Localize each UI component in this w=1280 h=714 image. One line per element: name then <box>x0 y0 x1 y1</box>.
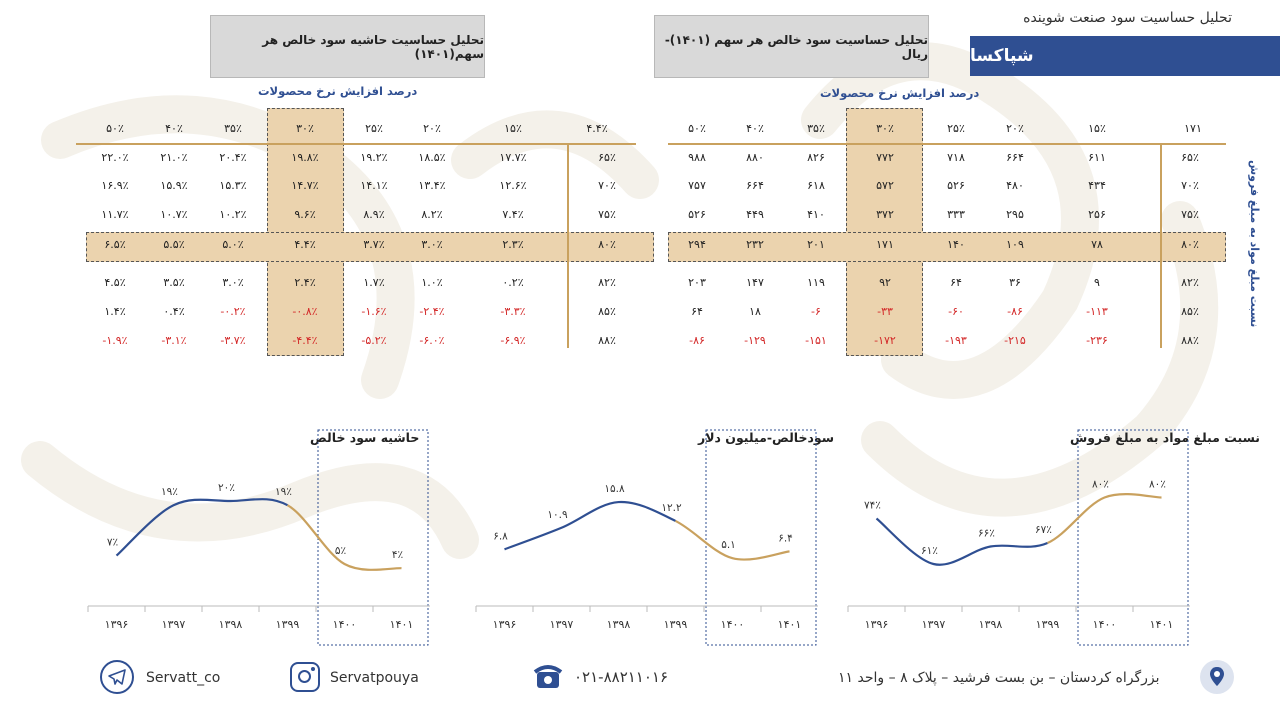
column-header: ۴۰٪ <box>165 122 183 135</box>
page-title: تحلیل حساسیت سود صنعت شوینده <box>1023 10 1232 26</box>
table-cell: ۶۶۴ <box>746 179 764 192</box>
data-label: ۱۹٪ <box>161 486 178 499</box>
table-cell: ۹۸۸ <box>688 151 706 164</box>
x-tick-label: ۱۳۹۷ <box>921 618 946 631</box>
table-cell: -۱۵۱ <box>805 334 827 347</box>
data-label: ۶.۴ <box>778 532 793 545</box>
table-cell: -۶۰ <box>948 305 964 318</box>
column-header: ۲۰٪ <box>1006 122 1024 135</box>
row-label: ۸۲٪ <box>1181 276 1199 289</box>
left-table-title: تحلیل حساسیت حاشیه سود خالص هر سهم(۱۴۰۱) <box>210 15 485 78</box>
x-tick-label: ۱۳۹۸ <box>218 618 243 631</box>
column-header: ۳۵٪ <box>807 122 825 135</box>
line-series-actual <box>117 499 288 555</box>
table-cell: ۳۶ <box>1009 276 1021 289</box>
table-cell: ۷۷۲ <box>876 151 894 164</box>
table-cell: -۰.۸٪ <box>292 305 318 318</box>
table-cell: -۱۱۳ <box>1086 305 1108 318</box>
telegram-icon[interactable] <box>100 660 134 694</box>
location-icon <box>1200 660 1234 694</box>
table-cell: ۳.۰٪ <box>222 276 244 289</box>
chart-title: نسبت مبلغ مواد به مبلغ فروش <box>1070 430 1261 445</box>
line-series-actual <box>505 502 676 549</box>
data-label: ۶۶٪ <box>978 527 995 540</box>
data-label: ۶۷٪ <box>1035 524 1052 536</box>
data-label: ۱۲.۲ <box>661 501 682 514</box>
table-cell: ۶۶۴ <box>1006 151 1024 164</box>
table-cell: ۹ <box>1094 276 1100 289</box>
table-cell: ۱۵.۳٪ <box>219 179 247 192</box>
x-tick-label: ۱۳۹۸ <box>978 618 1003 631</box>
table-cell: ۷۵۷ <box>688 179 706 192</box>
table-cell: ۱۱.۷٪ <box>101 208 129 221</box>
column-header: ۳۵٪ <box>224 122 242 135</box>
row-label: ۸۸٪ <box>598 334 616 347</box>
table-cell: -۶.۹٪ <box>500 334 526 347</box>
table-cell: ۴۳۴ <box>1088 179 1106 192</box>
table-cell: ۲۱.۰٪ <box>160 151 188 164</box>
table-cell: -۳۳ <box>877 305 893 318</box>
table-cell: ۵۷۲ <box>876 179 894 192</box>
data-label: ۷٪ <box>106 536 119 549</box>
row-label: ۸۰٪ <box>598 238 616 251</box>
company-name-bar: شپاکسا <box>970 36 1280 76</box>
table-cell: -۱.۶٪ <box>361 305 387 318</box>
table-corner: ۴.۴٪ <box>586 122 608 135</box>
table-cell: ۶.۵٪ <box>104 238 126 251</box>
table-cell: ۴.۴٪ <box>294 238 316 251</box>
table-cell: ۵۲۶ <box>688 208 706 221</box>
column-header: ۲۰٪ <box>423 122 441 135</box>
table-cell: -۴.۴٪ <box>292 334 318 347</box>
data-label: ۵٪ <box>334 545 347 557</box>
data-label: ۲۰٪ <box>218 482 235 494</box>
table-cell: ۶۴ <box>950 276 962 289</box>
table-cell: ۰.۲٪ <box>502 276 524 289</box>
table-cell: -۶ <box>811 305 821 318</box>
data-label: ۵.۱ <box>721 539 736 552</box>
table-cell: ۸.۲٪ <box>421 208 443 221</box>
table-cell: ۹.۶٪ <box>294 208 316 221</box>
phone-number[interactable]: ۰۲۱-۸۸۲۱۱۰۱۶ <box>574 668 669 686</box>
table-cell: ۲.۴٪ <box>294 276 316 289</box>
table-cell: ۲۳۲ <box>746 238 764 251</box>
table-cell: -۳.۱٪ <box>161 334 187 347</box>
chart-title: حاشیه سود خالص <box>310 430 420 445</box>
row-label: ۶۵٪ <box>1181 151 1199 164</box>
column-header: ۱۵٪ <box>1088 122 1106 135</box>
x-tick-label: ۱۳۹۶ <box>864 618 889 631</box>
data-label: ۱۵.۸ <box>604 483 625 496</box>
row-label: ۷۰٪ <box>1181 179 1199 192</box>
column-header: ۱۵٪ <box>504 122 522 135</box>
data-label: ۶.۸ <box>493 530 508 543</box>
table-cell: -۱.۹٪ <box>102 334 128 347</box>
line-series-actual <box>877 519 1048 565</box>
table-cell: ۹۲ <box>879 276 891 289</box>
table-cell: ۱۴.۷٪ <box>291 179 319 192</box>
chart-title: سودخالص-میلیون دلار <box>698 430 835 445</box>
table-cell: ۴.۵٪ <box>104 276 126 289</box>
line-series-forecast <box>1048 494 1162 543</box>
table-cell: -۲۱۵ <box>1004 334 1026 347</box>
row-label: ۷۰٪ <box>598 179 616 192</box>
address-text: بزرگراه کردستان – بن بست فرشید – پلاک ۸ – واحد ۱۱ <box>838 670 1160 686</box>
column-header: ۲۵٪ <box>947 122 965 135</box>
table-cell: -۵.۲٪ <box>361 334 387 347</box>
table-cell: ۶۱۱ <box>1088 151 1106 164</box>
line-series-forecast <box>288 505 402 570</box>
forecast-highlight-box <box>318 430 428 645</box>
table-cell: -۰.۲٪ <box>220 305 246 318</box>
data-label: ۶۱٪ <box>921 545 938 557</box>
table-cell: ۳.۷٪ <box>363 238 385 251</box>
row-label: ۷۵٪ <box>598 208 616 221</box>
table-cell: ۶۱۸ <box>807 179 825 192</box>
table-cell: ۶۴ <box>691 305 703 318</box>
net-profit-usd-chart <box>468 420 838 640</box>
table-cell: -۲.۴٪ <box>419 305 445 318</box>
column-header: ۴۰٪ <box>746 122 764 135</box>
x-tick-label: ۱۳۹۷ <box>161 618 186 631</box>
column-header: ۵۰٪ <box>688 122 706 135</box>
right-table-title: تحلیل حساسیت سود خالص هر سهم (۱۴۰۱)-ریال <box>654 15 929 78</box>
forecast-highlight-box <box>1078 430 1188 645</box>
right-table-side-label: نسبت مبلغ مواد به مبلغ فروش <box>1248 160 1261 328</box>
forecast-highlight-box <box>706 430 816 645</box>
table-cell: -۶.۰٪ <box>419 334 445 347</box>
table-cell: -۳.۳٪ <box>500 305 526 318</box>
column-header: ۵۰٪ <box>106 122 124 135</box>
table-cell: ۱۱۹ <box>807 276 825 289</box>
x-tick-label: ۱۴۰۰ <box>332 618 357 631</box>
table-cell: ۲۹۵ <box>1006 208 1024 221</box>
net-margin-chart <box>80 420 450 640</box>
table-cell: ۸۲۶ <box>807 151 825 164</box>
table-cell: ۷۱۸ <box>947 151 965 164</box>
table-cell: ۳.۵٪ <box>163 276 185 289</box>
table-cell: -۱۹۳ <box>945 334 967 347</box>
data-label: ۸۰٪ <box>1092 478 1109 491</box>
column-header: ۳۰٪ <box>876 122 894 135</box>
table-cell: ۱۴.۱٪ <box>360 179 388 192</box>
phone-icon <box>533 662 563 690</box>
table-cell: ۲.۳٪ <box>502 238 524 251</box>
table-cell: ۴۸۰ <box>1006 179 1024 192</box>
row-label: ۸۵٪ <box>598 305 616 318</box>
x-tick-label: ۱۳۹۶ <box>104 618 129 631</box>
left-table-subtitle: درصد افزایش نرخ محصولات <box>258 84 418 98</box>
table-cell: -۱۷۲ <box>874 334 896 347</box>
table-cell: -۲۳۶ <box>1086 334 1108 347</box>
table-cell: ۱۰.۲٪ <box>219 208 247 221</box>
table-cell: ۱۷.۷٪ <box>499 151 527 164</box>
table-cell: ۳.۰٪ <box>421 238 443 251</box>
table-cell: ۳۷۲ <box>876 208 894 221</box>
data-label: ۱۹٪ <box>275 486 292 499</box>
table-cell: ۱۳.۴٪ <box>418 179 446 192</box>
right-table-subtitle: درصد افزایش نرخ محصولات <box>820 86 980 100</box>
table-cell: ۱۷۱ <box>876 238 894 251</box>
table-cell: ۲۰۳ <box>688 276 706 289</box>
row-label: ۸۸٪ <box>1181 334 1199 347</box>
table-cell: ۷۸ <box>1091 238 1103 251</box>
instagram-handle[interactable]: Servatpouya <box>330 670 419 686</box>
table-cell: ۱۰۹ <box>1006 238 1024 251</box>
row-label: ۸۵٪ <box>1181 305 1199 318</box>
table-cell: ۱.۰٪ <box>421 276 443 289</box>
table-corner: ۱۷۱ <box>1184 122 1202 135</box>
table-cell: ۲۹۴ <box>688 238 706 251</box>
x-tick-label: ۱۳۹۹ <box>275 618 300 631</box>
table-cell: -۱۲۹ <box>744 334 766 347</box>
table-cell: ۱۸.۵٪ <box>418 151 446 164</box>
table-cell: ۴۴۹ <box>746 208 764 221</box>
row-label: ۶۵٪ <box>598 151 616 164</box>
x-tick-label: ۱۳۹۹ <box>663 618 688 631</box>
row-label: ۷۵٪ <box>1181 208 1199 221</box>
table-cell: ۱۹.۸٪ <box>291 151 319 164</box>
table-cell: ۷.۴٪ <box>502 208 524 221</box>
data-label: ۸۰٪ <box>1149 478 1166 491</box>
row-label: ۸۲٪ <box>598 276 616 289</box>
x-tick-label: ۱۳۹۷ <box>549 618 574 631</box>
row-label: ۸۰٪ <box>1181 238 1199 251</box>
table-cell: ۸۸۰ <box>746 151 764 164</box>
x-tick-label: ۱۴۰۱ <box>1149 618 1174 631</box>
table-cell: ۱۸ <box>749 305 761 318</box>
data-label: ۴٪ <box>391 549 404 562</box>
table-cell: ۲۰۱ <box>807 238 825 251</box>
table-cell: ۱.۴٪ <box>104 305 126 318</box>
instagram-icon[interactable] <box>290 662 320 692</box>
x-tick-label: ۱۴۰۰ <box>1092 618 1117 631</box>
table-cell: ۵۲۶ <box>947 179 965 192</box>
x-tick-label: ۱۳۹۹ <box>1035 618 1060 631</box>
table-cell: ۴۱۰ <box>807 208 825 221</box>
table-cell: -۸۶ <box>689 334 705 347</box>
material-to-sales-chart <box>840 420 1261 640</box>
table-cell: ۱۴۰ <box>947 238 965 251</box>
table-cell: ۲۲.۰٪ <box>101 151 129 164</box>
table-cell: -۳.۷٪ <box>220 334 246 347</box>
table-cell: ۱۶.۹٪ <box>101 179 129 192</box>
x-tick-label: ۱۴۰۱ <box>777 618 802 631</box>
data-label: ۷۴٪ <box>864 499 881 512</box>
table-cell: ۸.۹٪ <box>363 208 385 221</box>
table-cell: ۱۲.۶٪ <box>499 179 527 192</box>
table-cell: ۱۹.۲٪ <box>360 151 388 164</box>
x-tick-label: ۱۳۹۸ <box>606 618 631 631</box>
table-cell: ۱.۷٪ <box>363 276 385 289</box>
table-cell: ۵.۰٪ <box>222 238 244 251</box>
table-cell: ۰.۴٪ <box>163 305 185 318</box>
telegram-handle[interactable]: Servatt_co <box>146 670 221 686</box>
x-tick-label: ۱۴۰۱ <box>389 618 414 631</box>
table-cell: ۱۰.۷٪ <box>160 208 188 221</box>
column-header: ۳۰٪ <box>296 122 314 135</box>
table-cell: ۱۴۷ <box>746 276 764 289</box>
table-cell: ۳۳۳ <box>947 208 965 221</box>
data-label: ۱۰.۹ <box>547 508 568 521</box>
x-tick-label: ۱۳۹۶ <box>492 618 517 631</box>
column-header: ۲۵٪ <box>365 122 383 135</box>
table-cell: ۱۵.۹٪ <box>160 179 188 192</box>
table-cell: -۸۶ <box>1007 305 1023 318</box>
table-cell: ۵.۵٪ <box>163 238 185 251</box>
table-cell: ۲۵۶ <box>1088 208 1106 221</box>
x-tick-label: ۱۴۰۰ <box>720 618 745 631</box>
table-cell: ۲۰.۴٪ <box>219 151 247 164</box>
